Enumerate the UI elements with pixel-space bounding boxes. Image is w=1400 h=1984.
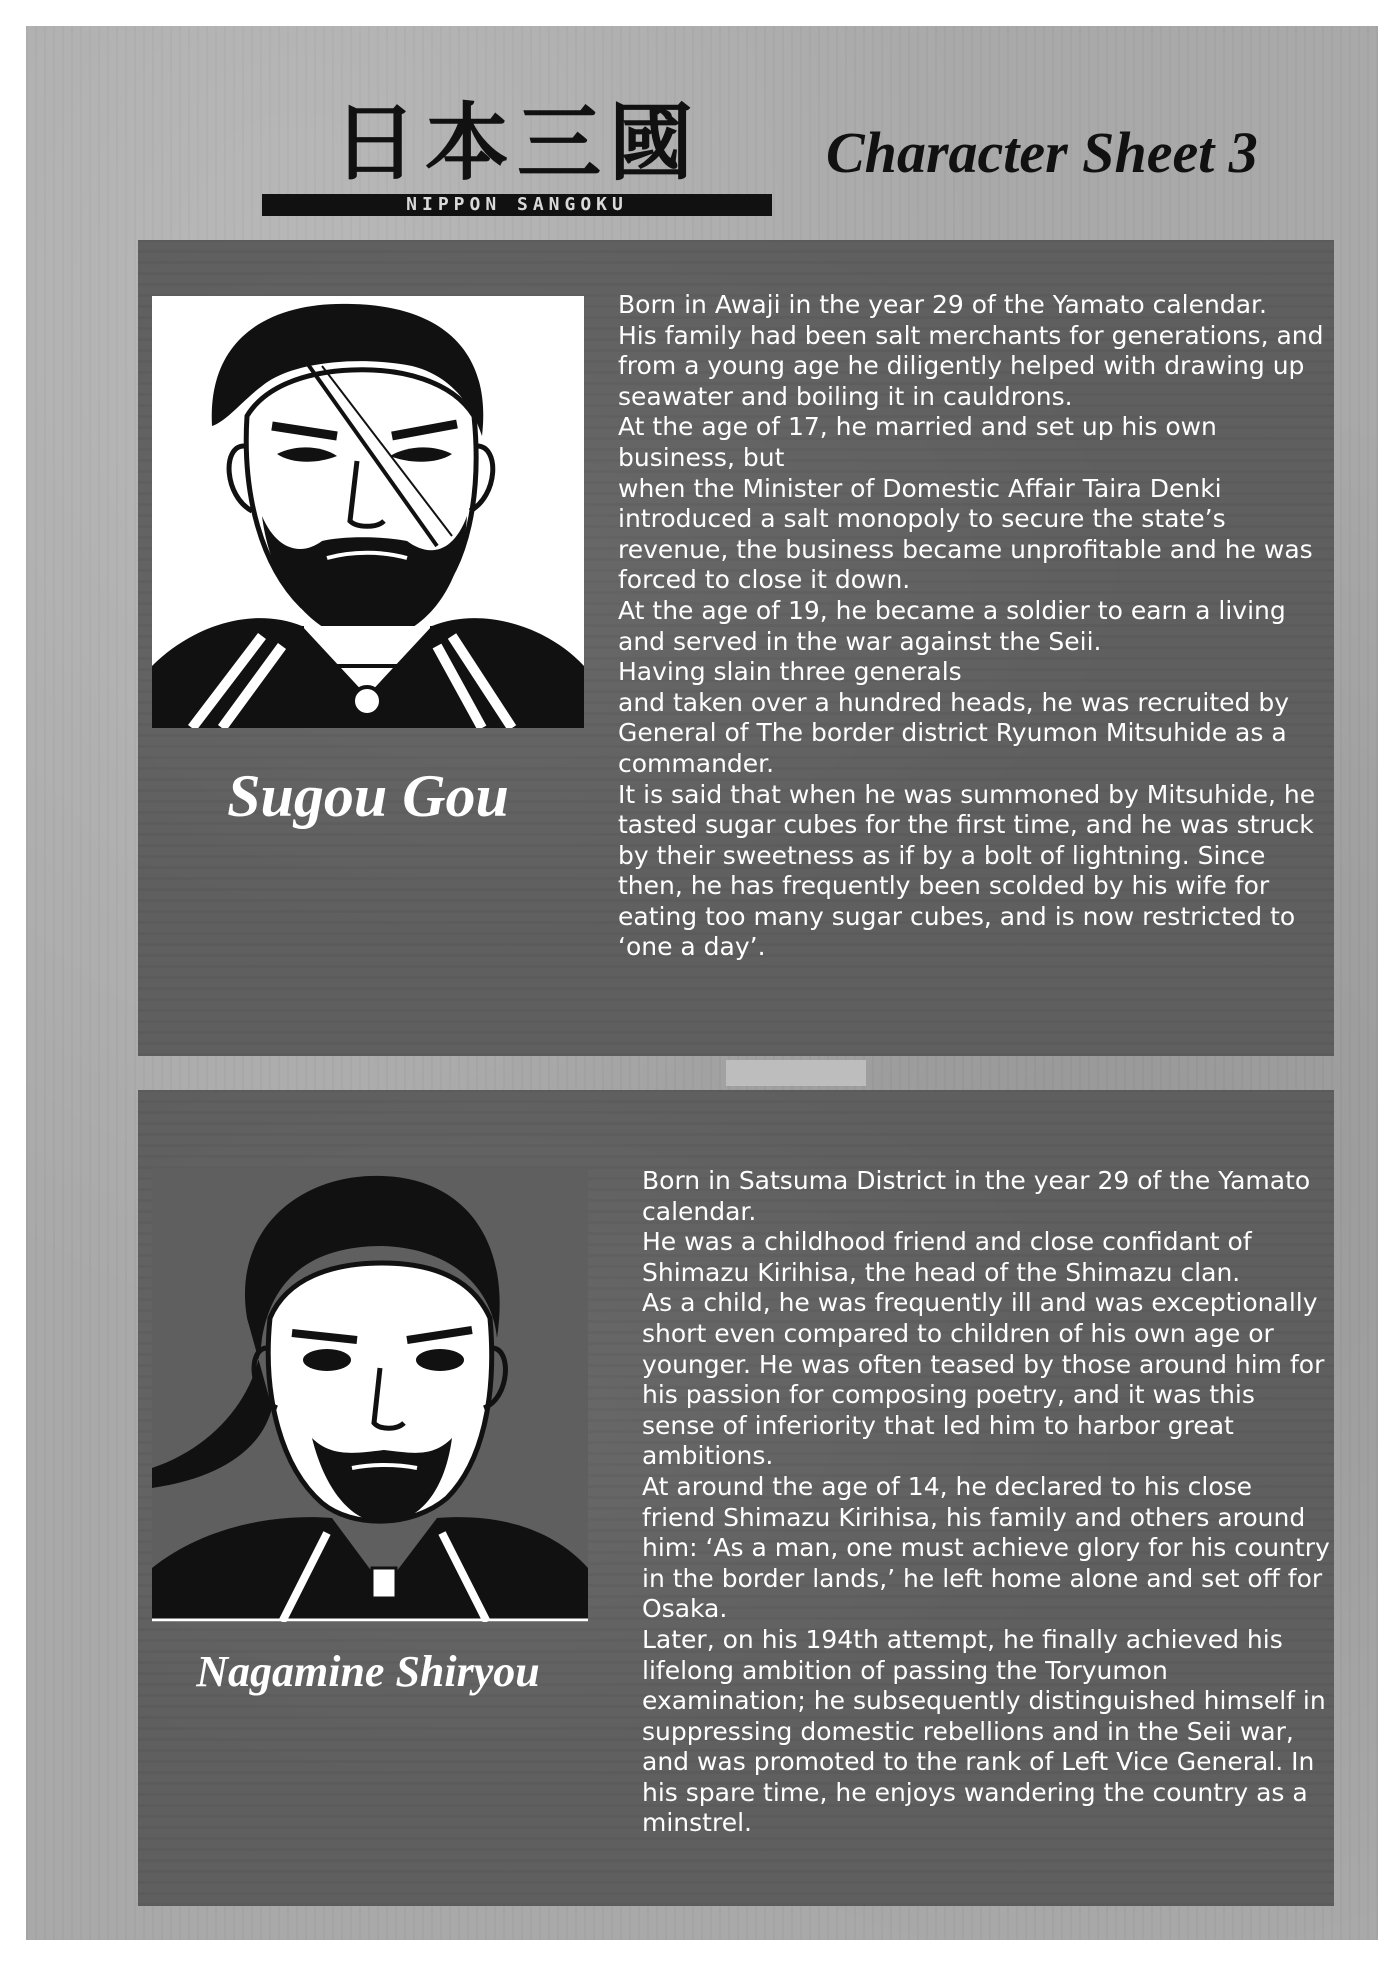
bio-paragraph: As a child, he was frequently ill and was exceptionally short even compared to children of his own age or younger. He was often teased by those around him for his passion for composing poetry, and it was this sense of inferiority that led him to harbor great ambitions. xyxy=(642,1288,1325,1471)
bio-paragraph: Having slain three generals xyxy=(618,657,962,687)
character-panel-nagamine-shiryou xyxy=(138,1090,1334,1906)
logo-title: 日本三國 xyxy=(332,94,701,192)
bio-paragraph: At the age of 17, he married and set up his own business, but xyxy=(618,412,1217,472)
bio-paragraph: He was a childhood friend and close confidant of Shimazu Kirihisa, the head of the Shimazu clan. xyxy=(642,1227,1252,1287)
long-haired-bearded-man-portrait-icon xyxy=(152,1168,588,1622)
bio-paragraph: and taken over a hundred heads, he was recruited by General of The border district Ryumon Mitsuhide as a commander. xyxy=(618,687,1289,778)
character-panel-sugou-gou xyxy=(138,240,1334,1056)
bio-paragraph: At the age of 19, he became a soldier to earn a living and served in the war against the Seii. xyxy=(618,595,1286,656)
bio-paragraph: Born in Satsuma District in the year 29 of the Yamato calendar. xyxy=(642,1166,1311,1226)
panel-connector xyxy=(726,1060,866,1086)
bio-paragraph: It is said that when he was summoned by Mitsuhide, he tasted sugar cubes for the first time, and he was struck by their sweetness as if by a bolt of lightning. Since then, he has frequently been scolded by his wife for eating too many sugar cubes, and is now restricted to ‘one a day’. xyxy=(618,779,1316,962)
bio-paragraph: Born in Awaji in the year 29 of the Yamato calendar. xyxy=(618,290,1267,319)
logo-subtitle: NIPPON SANGOKU xyxy=(406,194,628,215)
bio-paragraph: His family had been salt merchants for generations, and from a young age he diligently helped with drawing up seawater and boiling it in cauldrons. xyxy=(618,320,1324,411)
bearded-scarred-man-portrait-icon xyxy=(152,296,584,728)
nippon-sangoku-logo xyxy=(262,94,772,218)
character-name: Nagamine Shiryou xyxy=(196,1647,540,1696)
character-name: Sugou Gou xyxy=(227,763,509,829)
character-bio xyxy=(642,1166,1332,1839)
bio-paragraph: Later, on his 194th attempt, he finally achieved his lifelong ambition of passing the Toryumon examination; he subsequently distinguished himself in suppressing domestic rebellions and in the Seii war, and was promoted to the rank of Left Vice General. In his spare time, he enjoys wandering the country as a minstrel. xyxy=(642,1624,1326,1838)
bio-paragraph: At around the age of 14, he declared to his close friend Shimazu Kirihisa, his family and others around him: ‘As a man, one must achieve glory for his country in the border lands,’ he left home alone and set off for Osaka. xyxy=(642,1471,1330,1624)
sheet-title: Character Sheet 3 xyxy=(826,120,1258,185)
character-bio xyxy=(618,290,1330,963)
bio-paragraph: when the Minister of Domestic Affair Taira Denki introduced a salt monopoly to secure the state’s revenue, the business became unprofitable and he was forced to close it down. xyxy=(618,473,1313,595)
character-sheet-page xyxy=(26,26,1378,1940)
